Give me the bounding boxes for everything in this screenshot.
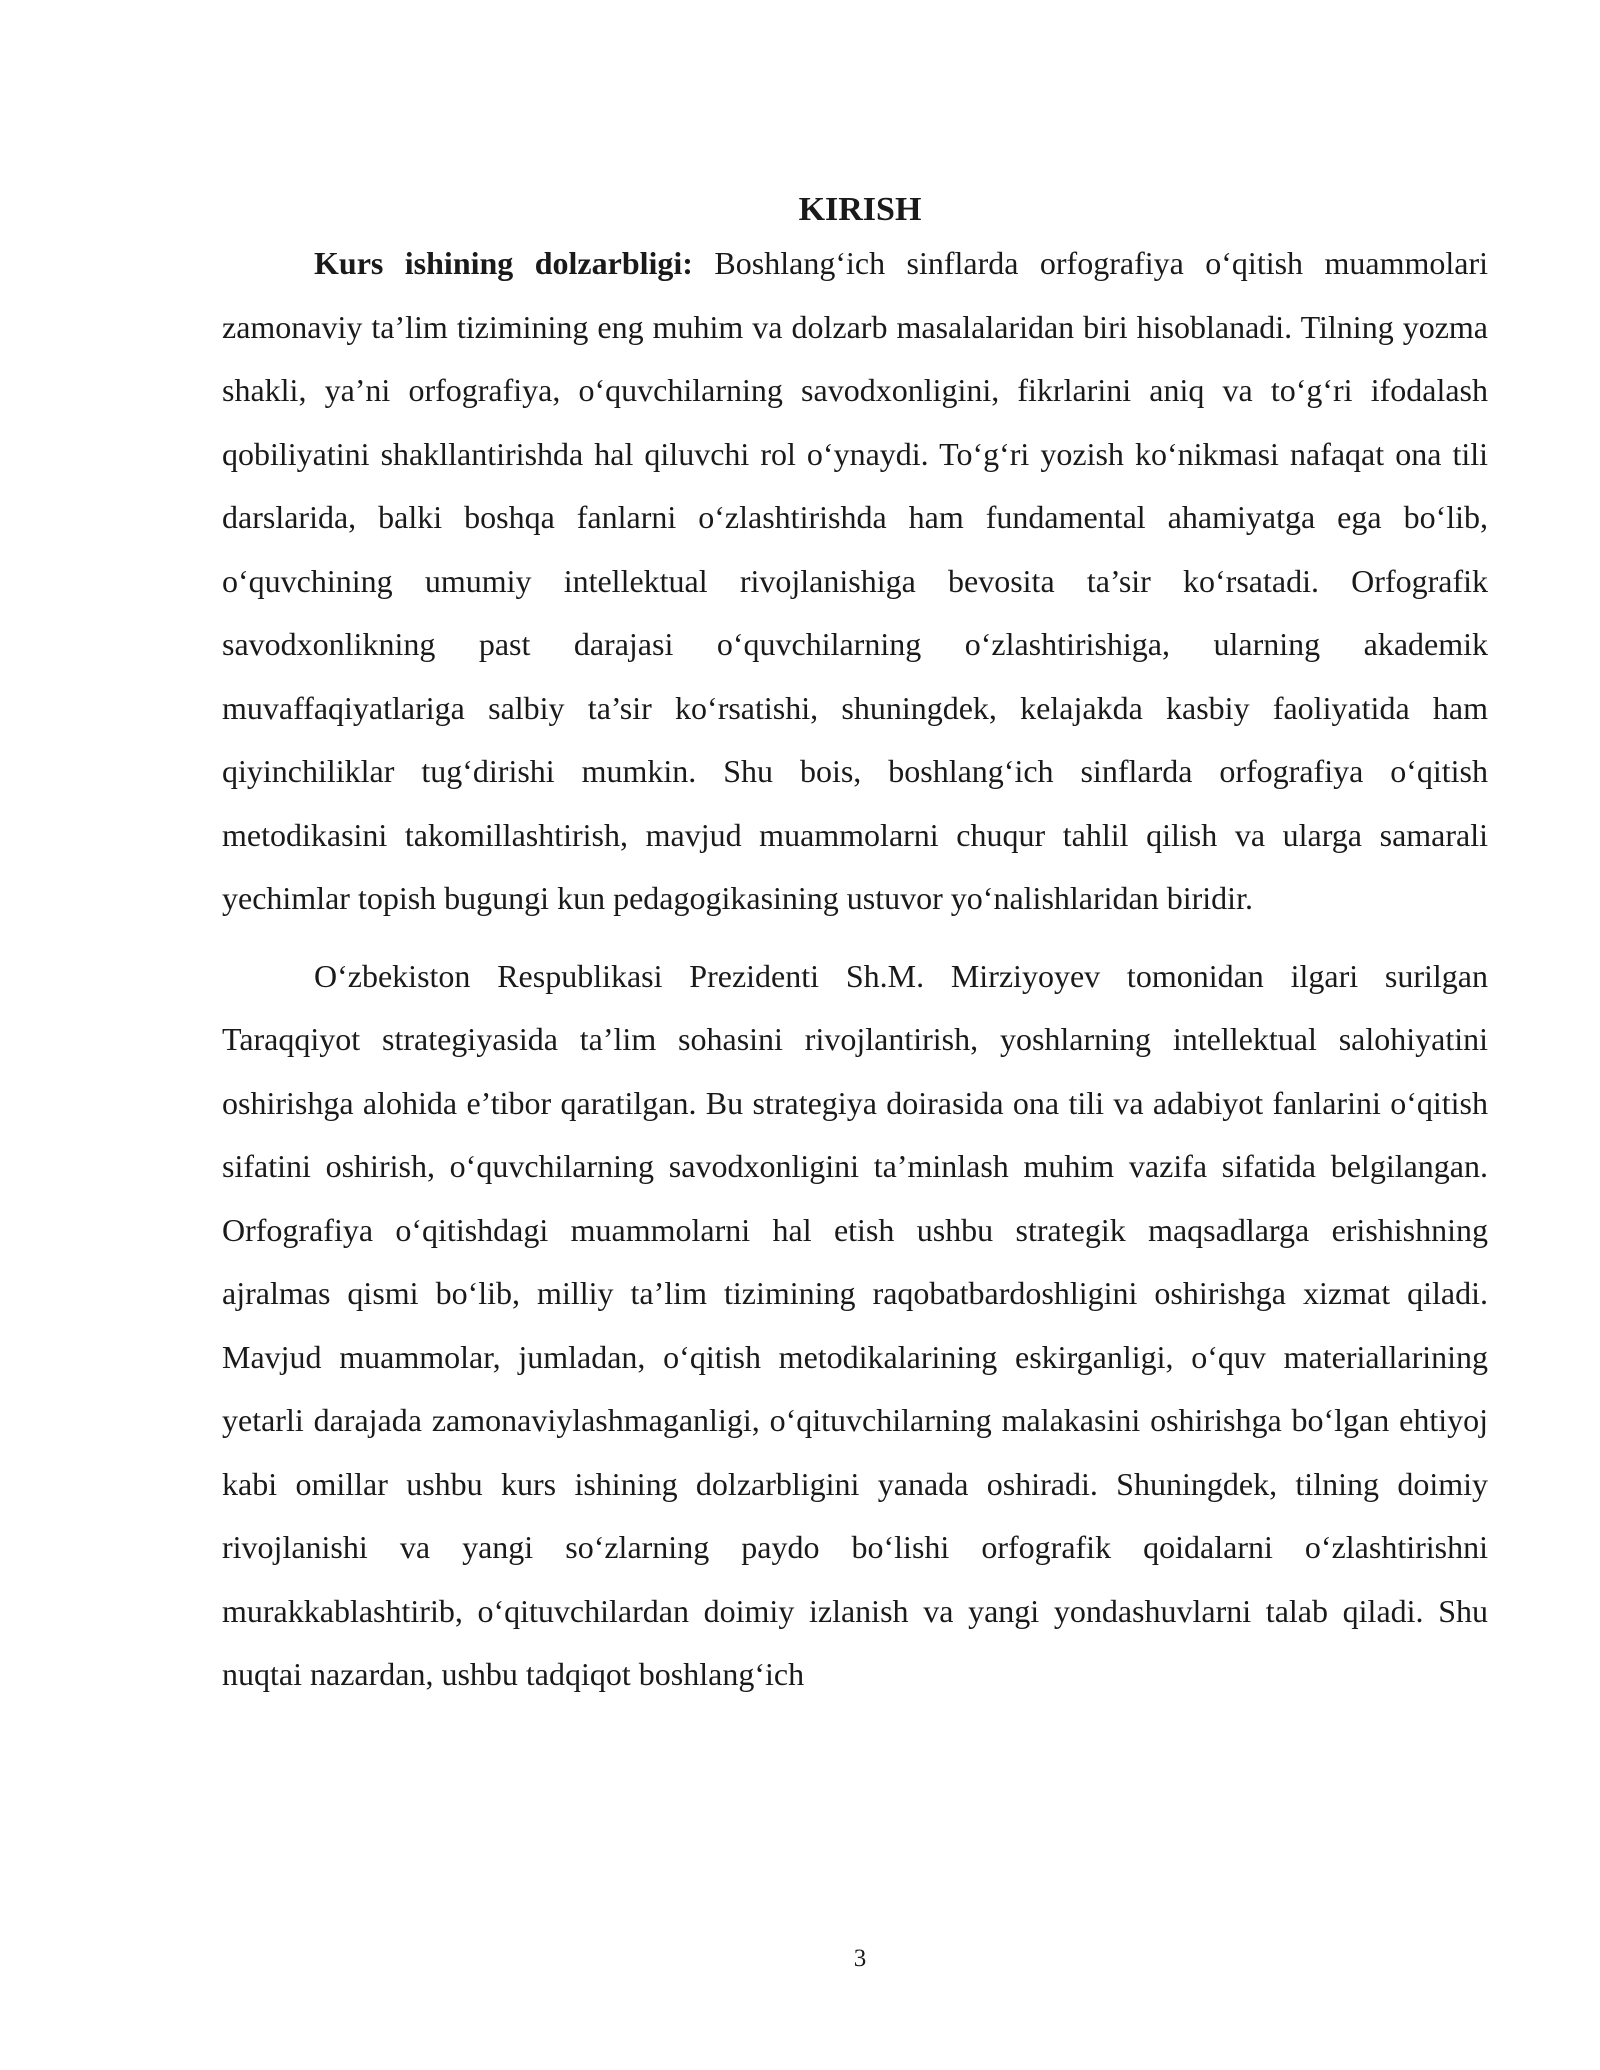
paragraph-relevance — [222, 232, 1488, 931]
paragraph-strategy — [222, 945, 1488, 1707]
paragraph-text: O‘zbekiston Respublikasi Prezidenti Sh.M. Mirziyoyev tomonidan ilgari surilgan Taraqqiyot strategiyasida ta’lim sohasini rivojlantirish, yoshlarning intellektual salohiyatini oshirishga alohida e’tibor qaratilgan. Bu strategiya doirasida ona tili va adabiyot fanlarini o‘qitish sifatini oshirish, o‘quvchilarning savodxonligini ta’minlash muhim vazifa sifatida belgilangan. Orfografiya o‘qitishdagi muammolarni hal etish ushbu strategik maqsadlarga erishishning ajralmas qismi bo‘lib, milliy ta’lim tizimining raqobatbardoshligini oshirishga xizmat qiladi. Mavjud muammolar, jumladan, o‘qitish metodikalarining eskirganligi, o‘quv materiallarining yetarli darajada zamonaviylashmaganligi, o‘qituvchilarning malakasini oshirishga bo‘lgan ehtiyoj kabi omillar ushbu kurs ishining dolzarbligini yanada oshiradi. Shuningdek, tilning doimiy rivojlanishi va yangi so‘zlarning paydo bo‘lishi orfografik qoidalarni o‘zlashtirishni murakkablashtirib, o‘qituvchilardan doimiy izlanish va yangi yondashuvlarni talab qiladi. Shu nuqtai nazardan, ushbu tadqiqot boshlang‘ich — [222, 957, 1488, 1692]
paragraph-lead: Kurs ishining dolzarbligi: — [314, 245, 693, 281]
section-heading: KIRISH — [798, 191, 922, 228]
body-text — [222, 232, 1488, 1707]
page-number: 3 — [853, 1945, 867, 1972]
paragraph-text: Boshlang‘ich sinflarda orfografiya o‘qitish muammolari zamonaviy ta’lim tizimining eng muhim va dolzarb masalalaridan biri hisoblanadi. Tilning yozma shakli, ya’ni orfografiya, o‘quvchilarning savodxonligini, fikrlarini aniq va to‘g‘ri ifodalash qobiliyatini shakllantirishda hal qiluvchi rol o‘ynaydi. To‘g‘ri yozish ko‘nikmasi nafaqat ona tili darslarida, balki boshqa fanlarni o‘zlashtirishda ham fundamental ahamiyatga ega bo‘lib, o‘quvchining umumiy intellektual rivojlanishiga bevosita ta’sir ko‘rsatadi. Orfografik savodxonlikning past darajasi o‘quvchilarning o‘zlashtirishiga, ularning akademik muvaffaqiyatlariga salbiy ta’sir ko‘rsatishi, shuningdek, kelajakda kasbiy faoliyatida ham qiyinchiliklar tug‘dirishi mumkin. Shu bois, boshlang‘ich sinflarda orfografiya o‘qitish metodikasini takomillashtirish, mavjud muammolarni chuqur tahlil qilish va ularga samarali yechimlar topish bugungi kun pedagogikasining ustuvor yo‘nalishlaridan biridir. — [222, 245, 1489, 916]
